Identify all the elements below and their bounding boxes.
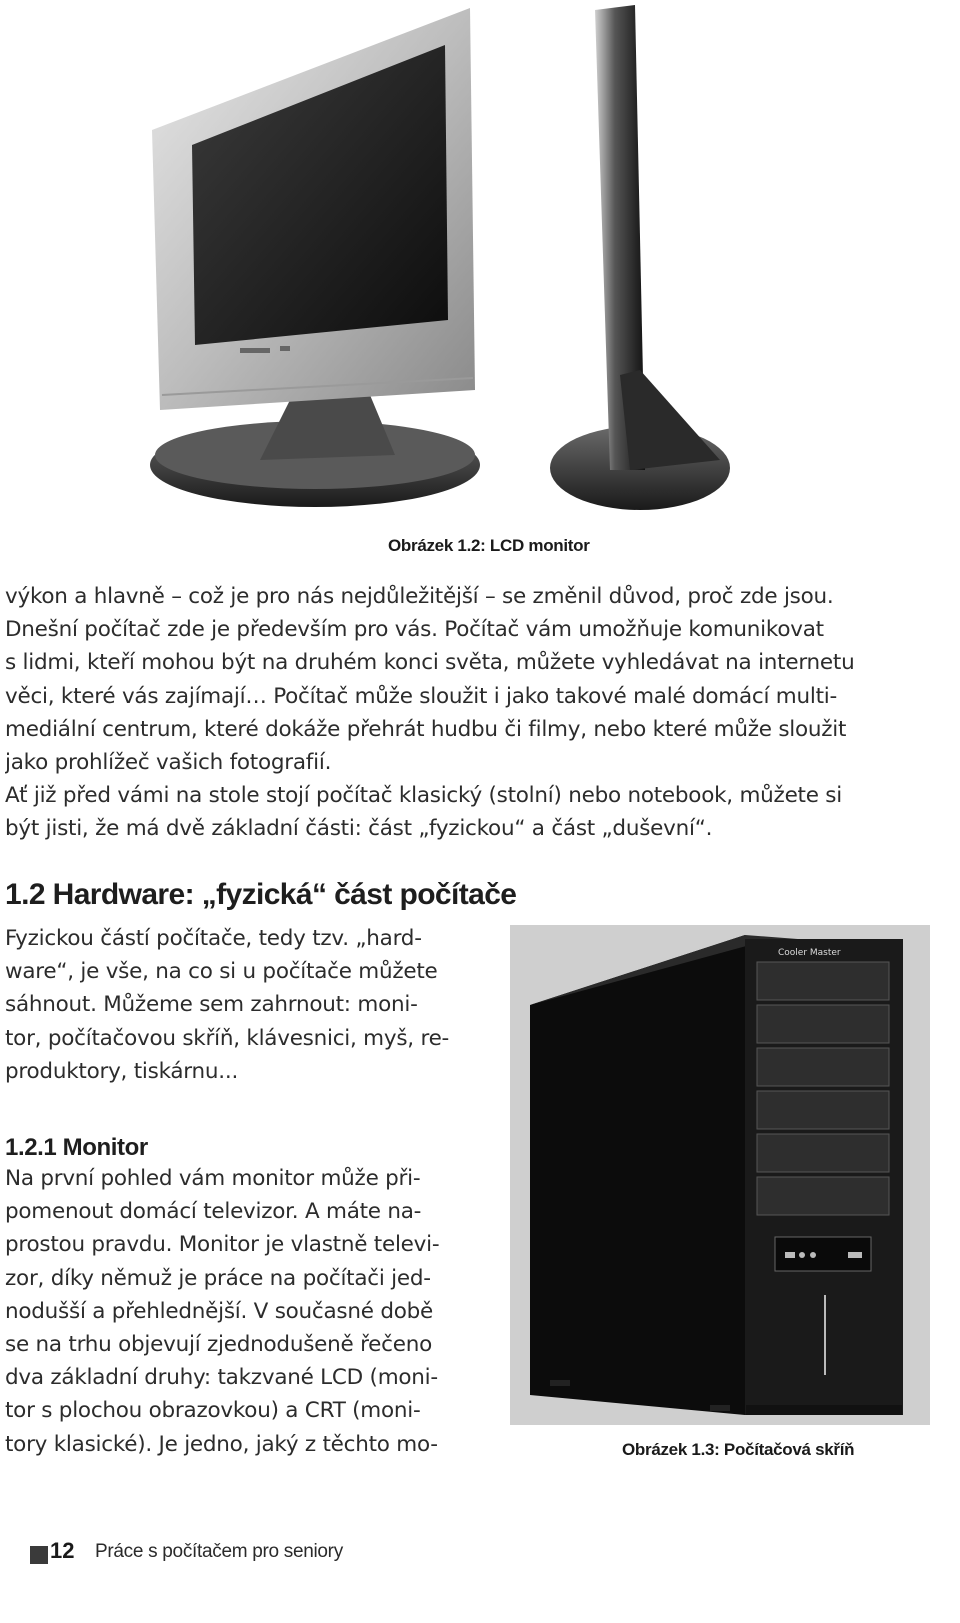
text-line: být jisti, že má dvě základní části: část „fyzickou“ a část „duševní“. bbox=[5, 816, 713, 842]
text-line: dva základní druhy: takzvané LCD (moni- bbox=[5, 1365, 438, 1391]
subsection-heading: 1.2.1 Monitor bbox=[5, 1134, 148, 1161]
text-line: produktory, tiskárnu... bbox=[5, 1058, 239, 1084]
text-line: nodušší a přehlednější. V současné době bbox=[5, 1298, 433, 1324]
section-heading: 1.2 Hardware: „fyzická“ část počítače bbox=[5, 878, 517, 911]
text-line: ware“, je vše, na co si u počítače můžete bbox=[5, 959, 438, 985]
text-line: Na první pohled vám monitor může při- bbox=[5, 1166, 421, 1191]
text-line: pomenout domácí televizor. A máte na- bbox=[5, 1199, 422, 1225]
text-line: tory klasické). Je jedno, jaký z těchto mo- bbox=[5, 1431, 438, 1457]
text-line: výkon a hlavně – což je pro nás nejdůležitější – se změnil důvod, proč zde jsou. bbox=[5, 584, 834, 609]
text-line: se na trhu objevují zjednodušeně řečeno bbox=[5, 1332, 432, 1358]
text-line: sáhnout. Můžeme sem zahrnout: moni- bbox=[5, 992, 418, 1018]
page-number: 12 bbox=[50, 1538, 75, 1563]
text-line: Dnešní počítač zde je především pro vás. Počítač vám umožňuje komunikovat bbox=[5, 617, 824, 643]
running-footer-title: Práce s počítačem pro seniory bbox=[95, 1541, 343, 1562]
text-line: prostou pravdu. Monitor je vlastně televi- bbox=[5, 1232, 440, 1258]
footer-marker bbox=[30, 1546, 48, 1564]
text-line: mediální centrum, které dokáže přehrát hudbu či filmy, nebo které může sloužit bbox=[5, 716, 847, 742]
text-line: jako prohlížeč vašich fotografií. bbox=[5, 750, 332, 776]
figure-caption: Obrázek 1.3: Počítačová skříň bbox=[622, 1440, 855, 1459]
hardware-paragraph bbox=[5, 922, 490, 1088]
power-button-strip bbox=[824, 1295, 826, 1375]
computer-case-illustration bbox=[510, 925, 930, 1425]
monitor-paragraph bbox=[5, 1162, 480, 1461]
computer-case-figure bbox=[510, 925, 930, 1425]
text-line: zor, díky němuž je práce na počítači jed- bbox=[5, 1265, 431, 1291]
case-side-panel bbox=[530, 935, 745, 1415]
lcd-monitor-figure bbox=[140, 0, 830, 525]
text-line: věci, které vás zajímají… Počítač může sloužit i jako takové malé domácí multi- bbox=[5, 683, 838, 709]
figure-caption: Obrázek 1.2: LCD monitor bbox=[388, 536, 590, 555]
intro-paragraph bbox=[5, 580, 930, 846]
text-line: tor s plochou obrazovkou) a CRT (moni- bbox=[5, 1398, 421, 1424]
text-line: s lidmi, kteří mohou být na druhém konci světa, můžete vyhledávat na internetu bbox=[5, 650, 855, 676]
text-line: Fyzickou částí počítače, tedy tzv. „hard- bbox=[5, 926, 422, 951]
case-brand-label: Cooler Master bbox=[778, 948, 841, 958]
lcd-monitor-illustration bbox=[140, 0, 830, 525]
text-line: tor, počítačovou skříň, klávesnici, myš, re- bbox=[5, 1025, 450, 1051]
text-line: Ať již před vámi na stole stojí počítač klasický (stolní) nebo notebook, můžete si bbox=[5, 783, 842, 809]
